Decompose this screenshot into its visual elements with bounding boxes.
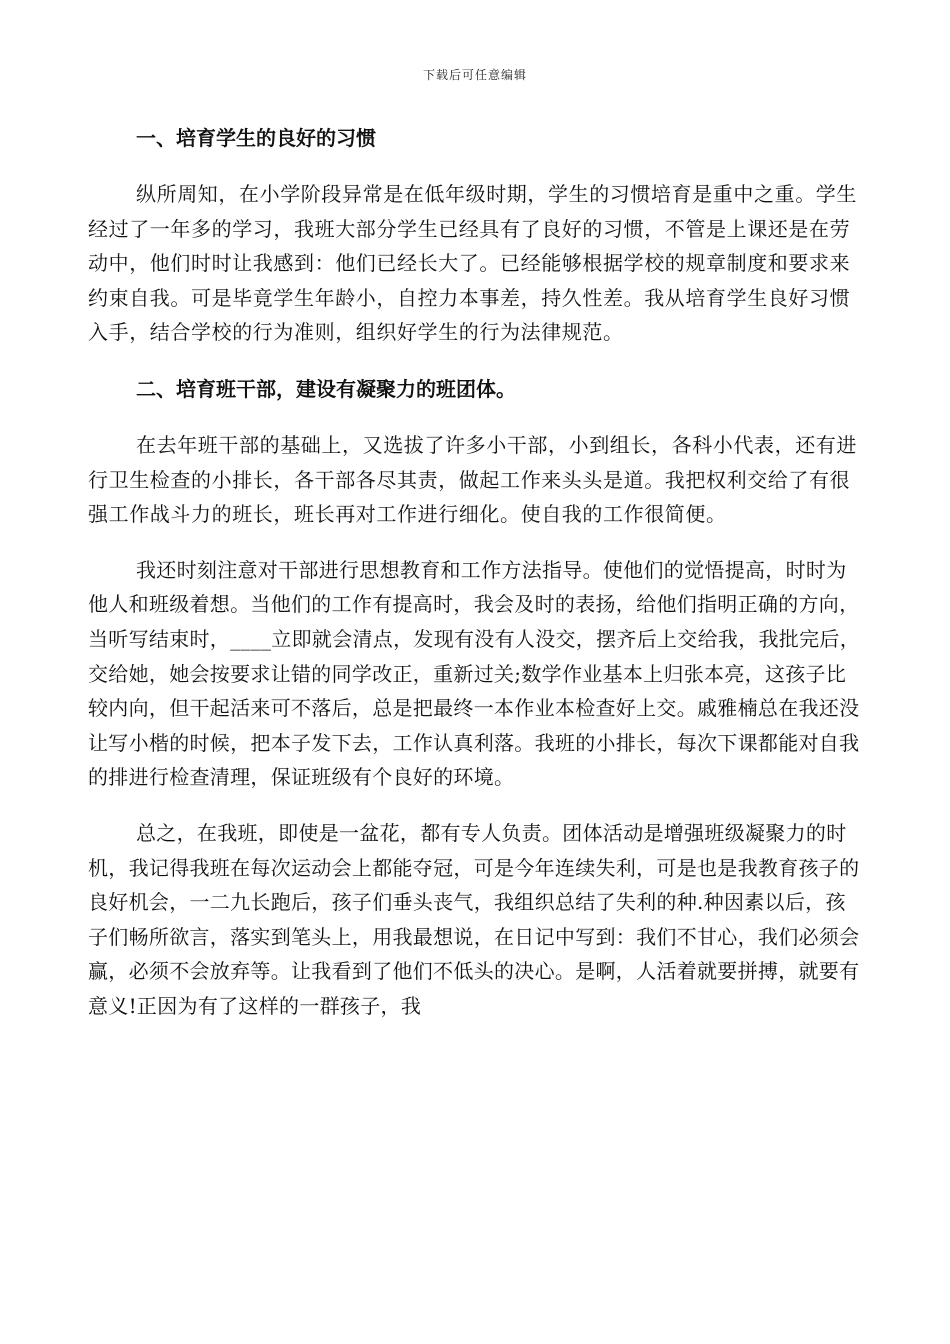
page-header: 下载后可任意编辑 [422, 68, 527, 82]
paragraph-team-activities: 总之，在我班，即使是一盆花，都有专人负责。团体活动是增强班级凝聚力的时机，我记得我班在每次运动会上都能夺冠，可是今年连续失利，可是也是我教育孩子的良好机会，一二九长跑后，孩子们垂头丧气，我组织总结了失利的种.种因素以后，孩子们畅所欲言，落实到笔头上，用我最想说，在日记中写到：我们不甘心，我们必须会赢，必须不会放弃等。让我看到了他们不低头的决心。是啊，人活着就要拼搏，就要有意义!正因为有了这样的一群孩子，我 [88, 820, 860, 1018]
paragraph-cadre-selection: 在去年班干部的基础上，又选拔了许多小干部，小到组长，各科小代表，还有进行卫生检查的小排长，各干部各尽其责，做起工作来头头是道。我把权利交给了有很强工作战斗力的班长，班长再对工作进行细化。使自我的工作很简便。 [88, 432, 857, 527]
document-body [88, 120, 863, 1044]
section-heading-habits: 一、培育学生的良好的习惯 [136, 126, 376, 150]
paragraph-cadre-education: 我还时刻注意对干部进行思想教育和工作方法指导。使他们的觉悟提高，时时为他人和班级着想。当他们的工作有提高时，我会及时的表扬，给他们指明正确的方向，当听写结束时，____立即就会清点，发现有没有人没交，摆齐后上交给我，我批完后，交给她，她会按要求让错的同学改正，重新过关;数学作业基本上归张本亮，这孩子比较内向，但干起活来可不落后，总是把最终一本作业本检查好上交。戚雅楠总在我还没让写小楷的时候，把本子发下去，工作认真利落。我班的小排长，每次下课都能对自我的排进行检查清理，保证班级有个良好的环境。 [88, 557, 860, 790]
section-heading-class-cadre: 二、培育班干部，建设有凝聚力的班团体。 [136, 376, 516, 401]
paragraph-habits: 纵所周知，在小学阶段异常是在低年级时期，学生的习惯培育是重中之重。学生经过了一年多的学习，我班大部分学生已经具有了良好的习惯，不管是上课还是在劳动中，他们时时让我感到：他们已经长大了。已经能够根据学校的规章制度和要求来约束自我。可是毕竟学生年龄小，自控力本事差，持久性差。我从培育学生良好习惯入手，结合学校的行为准则，组织好学生的行为法律规范。 [88, 182, 857, 345]
